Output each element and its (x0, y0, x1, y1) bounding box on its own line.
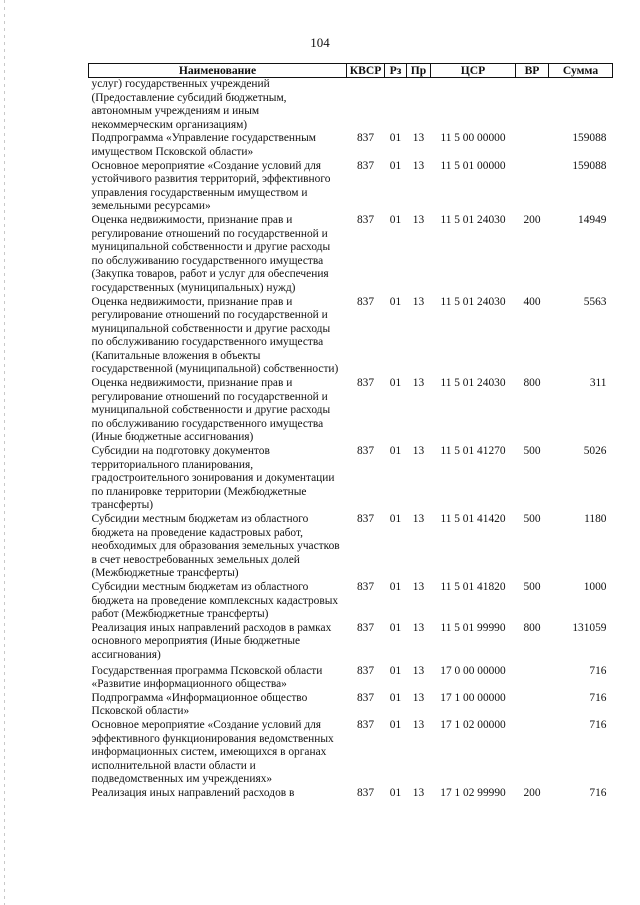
header-name: Наименование (89, 64, 347, 78)
cell-pr: 13 (412, 580, 425, 593)
cell-pr: 13 (412, 213, 425, 226)
cell-kvsr: 837 (356, 377, 375, 390)
cell-kvsr: 837 (356, 513, 375, 525)
cell-rz: 01 (389, 377, 402, 390)
cell-rz: 01 (389, 718, 402, 731)
cell-vr: 200 (523, 786, 541, 799)
cell-sum: 716 (589, 664, 607, 677)
table-row (89, 160, 613, 214)
cell-pr: 13 (412, 664, 425, 677)
cell-rz: 01 (389, 621, 402, 634)
cell-sum (549, 78, 613, 133)
cell-vr (516, 719, 549, 787)
budget-table-container (88, 63, 612, 800)
cell-csr: 11 5 01 24030 (440, 377, 506, 390)
cell-name: услуг) государственных учреждений (Предоставление субсидий бюджетным, автономным учреждениям и иным некоммерческим организациям) (91, 78, 287, 131)
cell-vr: 500 (523, 513, 541, 525)
header-rz: Рз (385, 64, 407, 78)
cell-name: Субсидии местным бюджетам из областного бюджета на проведение комплексных кадастровых работ (Межбюджетные трансферты) (91, 580, 339, 621)
cell-vr: 500 (523, 580, 541, 593)
cell-csr: 17 1 02 99990 (440, 786, 506, 799)
cell-csr: 11 5 01 41270 (440, 445, 506, 458)
cell-name: Реализация иных направлений расходов в рамках основного мероприятия (Иные бюджетные ассигнования) (91, 621, 332, 661)
cell-sum: 14949 (578, 213, 607, 226)
cell-kvsr: 837 (356, 445, 375, 458)
cell-pr: 13 (412, 513, 425, 525)
cell-rz: 01 (389, 132, 402, 145)
cell-kvsr (347, 78, 385, 133)
cell-pr: 13 (412, 295, 425, 308)
table-row (89, 663, 613, 692)
cell-pr: 13 (412, 691, 425, 704)
cell-rz: 01 (389, 786, 402, 799)
cell-sum: 716 (589, 786, 607, 799)
cell-sum: 131059 (572, 621, 607, 634)
table-row (89, 296, 613, 378)
cell-vr: 800 (523, 377, 541, 390)
cell-kvsr: 837 (356, 621, 375, 634)
cell-sum: 159088 (572, 132, 607, 145)
table-row (89, 132, 613, 159)
cell-rz: 01 (389, 445, 402, 458)
cell-pr: 13 (412, 377, 425, 390)
cell-name: Оценка недвижимости, признание прав и регулирование отношений по государственной и муниципальной собственности и другие расходы по обслуживанию государственного имущества (Иные бюджетные ассигнования) (91, 377, 331, 444)
cell-csr: 11 5 01 41420 (440, 513, 506, 525)
cell-kvsr: 837 (356, 580, 375, 593)
header-pr: Пр (407, 64, 431, 78)
cell-csr: 17 0 00 00000 (440, 664, 506, 677)
cell-rz: 01 (389, 213, 402, 226)
cell-csr: 11 5 00 00000 (440, 132, 506, 145)
cell-csr: 17 1 00 00000 (440, 691, 506, 704)
cell-rz (385, 78, 407, 133)
table-row (89, 581, 613, 622)
cell-vr (516, 663, 549, 692)
cell-sum: 5026 (583, 445, 607, 458)
cell-name: Реализация иных направлений расходов в (91, 786, 295, 799)
table-row (89, 719, 613, 787)
cell-name: Оценка недвижимости, признание прав и регулирование отношений по государственной и муниципальной собственности и другие расходы по обслуживанию государственного имущества (Закупка товаров, работ и услуг для обеспечения государственных (муниципальных) нужд) (91, 213, 331, 294)
cell-name: Оценка недвижимости, признание прав и регулирование отношений по государственной и муниципальной собственности и другие расходы по обслуживанию государственного имущества (Капитальные вложения в объекты государственной (муниципальной) собственности) (91, 295, 339, 376)
cell-sum: 716 (589, 718, 607, 731)
cell-pr (407, 78, 431, 133)
table-row (89, 787, 613, 801)
cell-name: Субсидии на подготовку документов территориального планирования, градостроительного зонирования и документации по планировке территории (Межбюджетные трансферты) (91, 445, 335, 512)
header-vr: ВР (516, 64, 549, 78)
cell-vr: 500 (523, 445, 541, 458)
cell-kvsr: 837 (356, 159, 375, 172)
cell-csr: 11 5 01 99990 (440, 621, 506, 634)
cell-rz: 01 (389, 691, 402, 704)
cell-name: Государственная программа Псковской области «Развитие информационного общества» (91, 664, 323, 691)
table-row (89, 377, 613, 445)
table-body (89, 78, 613, 801)
cell-vr: 800 (523, 621, 541, 634)
cell-csr: 11 5 01 24030 (440, 295, 506, 308)
table-row (89, 78, 613, 133)
table-header-row (89, 64, 613, 78)
cell-sum: 1180 (584, 513, 607, 525)
cell-csr (431, 78, 516, 133)
cell-kvsr: 837 (356, 295, 375, 308)
cell-vr: 200 (523, 213, 541, 226)
cell-vr (516, 692, 549, 719)
table-row (89, 513, 613, 581)
cell-name: Субсидии местным бюджетам из областного бюджета на проведение кадастровых работ, необходимых для образования земельных участков в счет невостребованных земельных долей (Межбюджетные трансферты) (91, 513, 340, 580)
cell-pr: 13 (412, 718, 425, 731)
cell-name: Основное мероприятие «Создание условий для устойчивого развития территорий, эффективного управления государственным имуществом и земельными ресурсами» (91, 159, 331, 213)
cell-pr: 13 (412, 159, 425, 172)
cell-name: Подпрограмма «Управление государственным имуществом Псковской области» (91, 132, 316, 158)
cell-rz: 01 (389, 580, 402, 593)
header-sum: Сумма (549, 64, 613, 78)
cell-vr: 400 (523, 295, 541, 308)
table-row (89, 622, 613, 663)
table-row (89, 692, 613, 719)
table-row (89, 214, 613, 296)
cell-kvsr: 837 (356, 691, 375, 704)
cell-name: Подпрограмма «Информационное общество Псковской области» (91, 691, 308, 718)
cell-vr (516, 160, 549, 214)
cell-kvsr: 837 (356, 664, 375, 677)
cell-pr: 13 (412, 132, 425, 145)
header-kvsr: КВСР (347, 64, 385, 78)
cell-sum: 311 (589, 377, 607, 390)
cell-vr (516, 132, 549, 159)
cell-name: Основное мероприятие «Создание условий для эффективного функционирования ведомственных информационных систем, имеющихся в органах исполнительной власти области и подведомственных им учреждениях» (91, 718, 334, 786)
page-number: 104 (310, 35, 330, 50)
cell-pr: 13 (412, 786, 425, 799)
budget-table (88, 63, 613, 800)
cell-kvsr: 837 (356, 213, 375, 226)
cell-csr: 11 5 01 24030 (440, 213, 506, 226)
scan-margin-line (4, 0, 5, 905)
cell-pr: 13 (412, 621, 425, 634)
cell-kvsr: 837 (356, 132, 375, 145)
cell-rz: 01 (389, 513, 402, 525)
table-row (89, 445, 613, 513)
cell-vr (516, 78, 549, 133)
cell-csr: 11 5 01 00000 (440, 159, 506, 172)
cell-csr: 17 1 02 00000 (440, 718, 506, 731)
cell-rz: 01 (389, 295, 402, 308)
cell-csr: 11 5 01 41820 (440, 580, 506, 593)
cell-sum: 716 (589, 691, 607, 704)
cell-kvsr: 837 (356, 786, 375, 799)
cell-sum: 5563 (583, 295, 607, 308)
cell-kvsr: 837 (356, 718, 375, 731)
cell-rz: 01 (389, 664, 402, 677)
cell-sum: 159088 (572, 159, 607, 172)
cell-sum: 1000 (583, 580, 607, 593)
cell-pr: 13 (412, 445, 425, 458)
cell-rz: 01 (389, 159, 402, 172)
header-csr: ЦСР (431, 64, 516, 78)
